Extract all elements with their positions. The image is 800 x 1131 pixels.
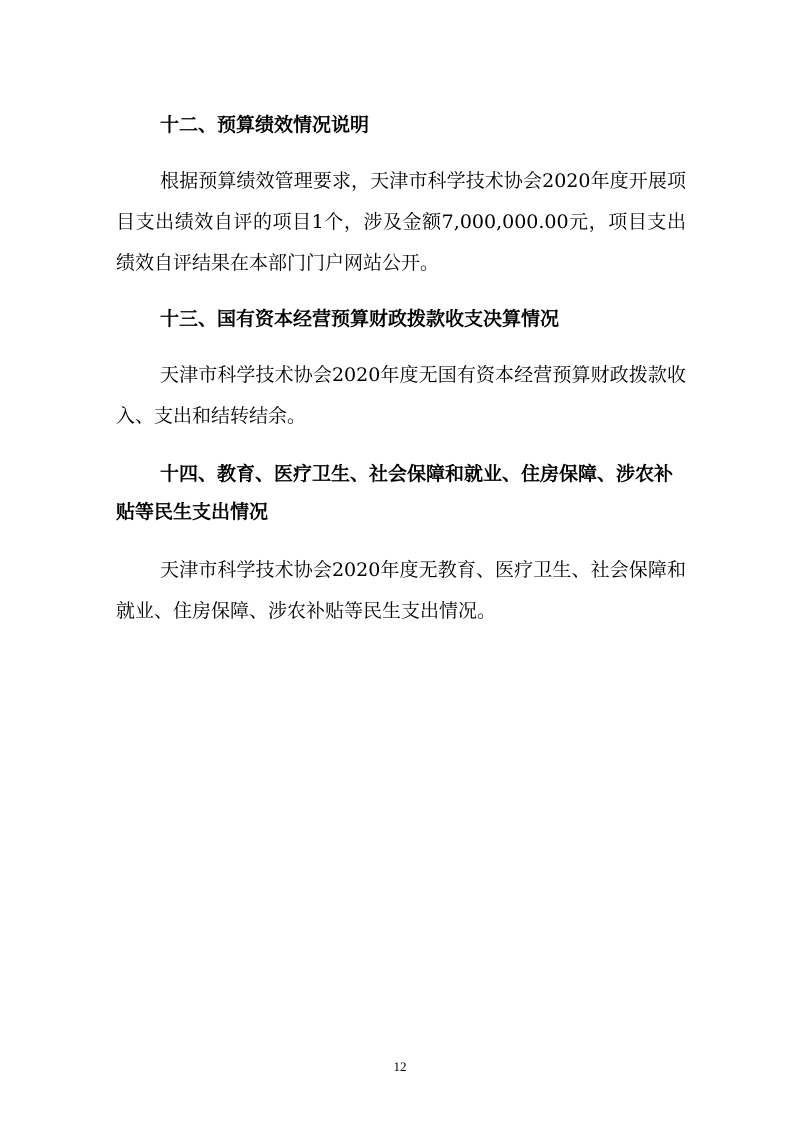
section-12-heading: 十二、预算绩效情况说明 xyxy=(160,114,370,136)
section-13-body: 天津市科学技术协会2020年度无国有资本经营预算财政拨款收入、支出和结转结余。 xyxy=(116,364,686,427)
section-13-heading: 十三、国有资本经营预算财政拨款收支决算情况 xyxy=(160,308,560,330)
page-number: 12 xyxy=(393,1059,407,1074)
section-12-body: 根据预算绩效管理要求，天津市科学技术协会2020年度开展项目支出绩效自评的项目1个，涉及金额7,000,000.00元，项目支出绩效自评结果在本部门门户网站公开。 xyxy=(116,170,686,274)
section-14-heading: 十四、教育、医疗卫生、社会保障和就业、住房保障、涉农补贴等民生支出情况 xyxy=(116,463,674,523)
section-14-body: 天津市科学技术协会2020年度无教育、医疗卫生、社会保障和就业、住房保障、涉农补贴等民生支出情况。 xyxy=(116,559,686,622)
